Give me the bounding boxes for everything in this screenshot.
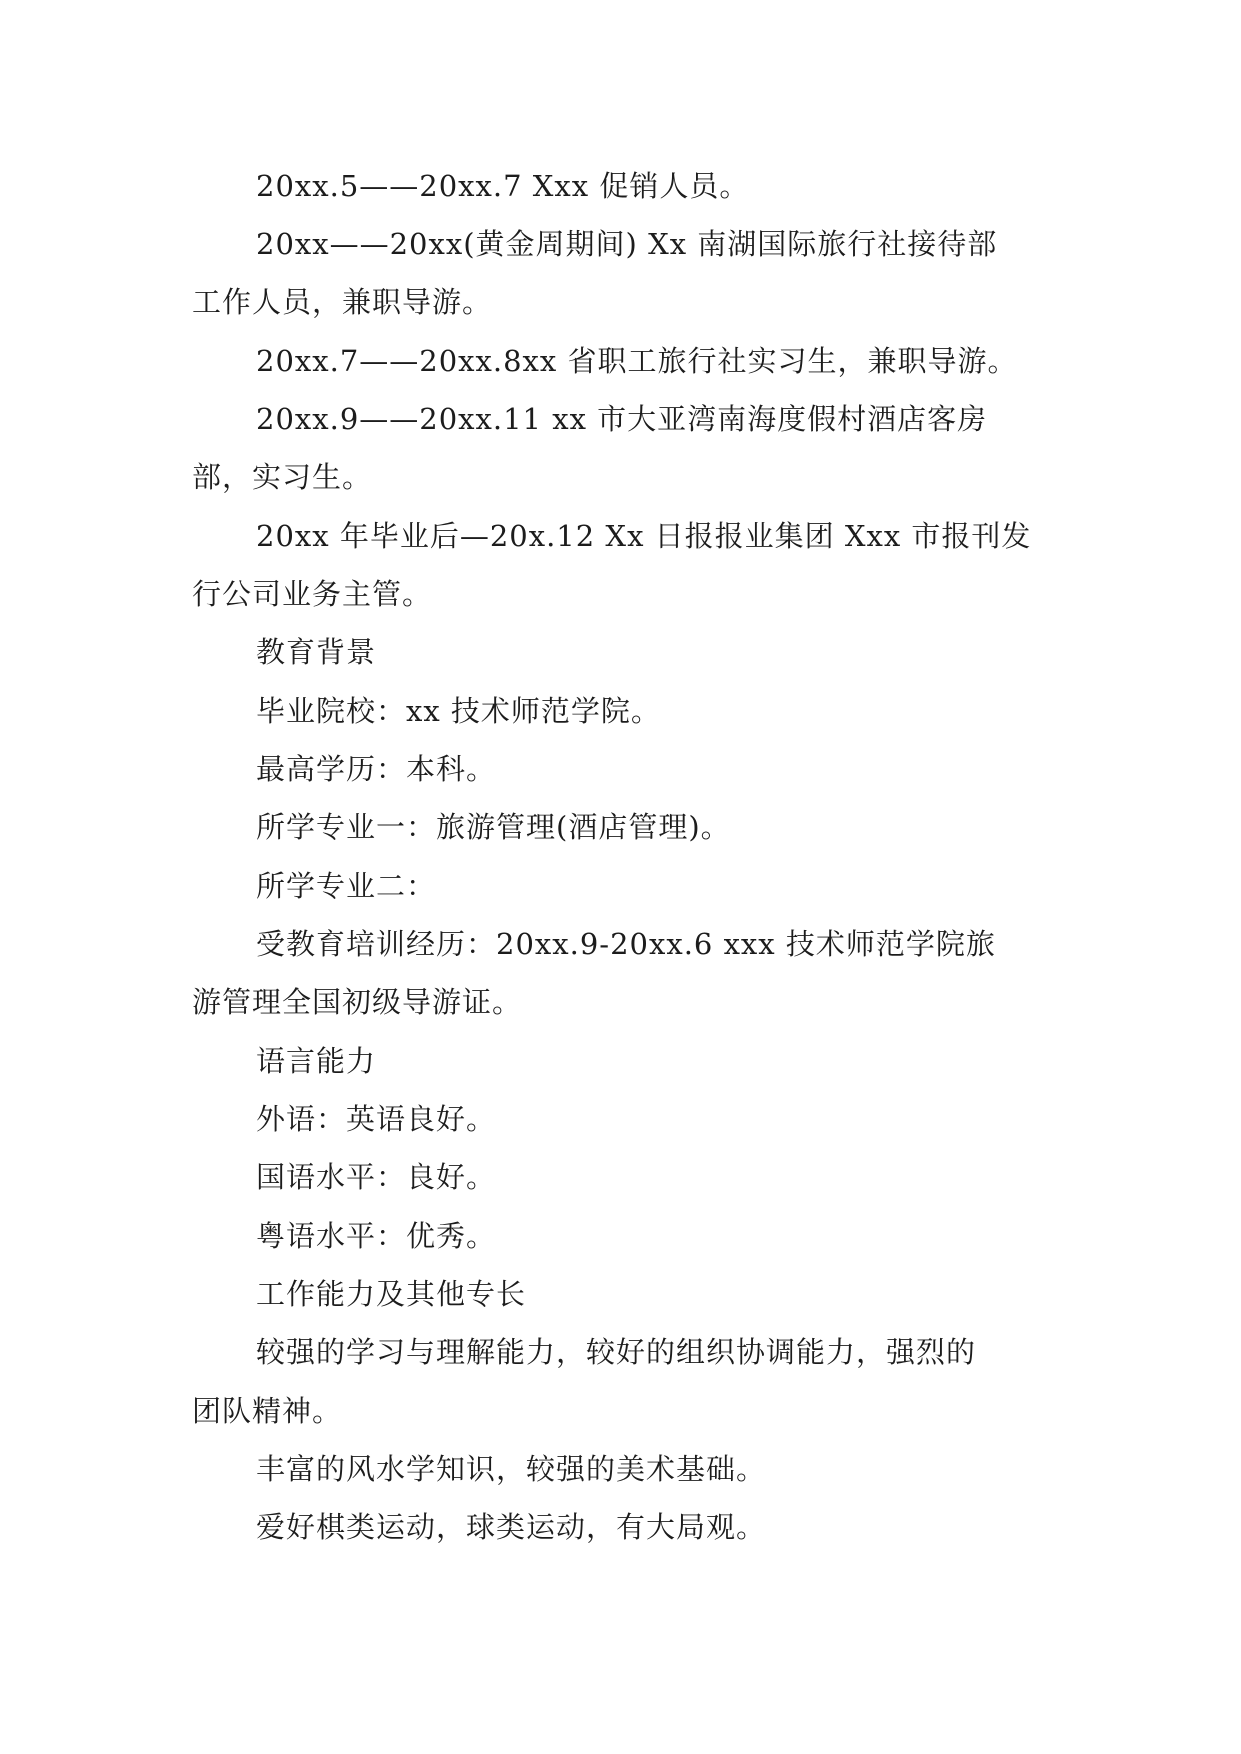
text-line: 外语：英语良好。 <box>256 1102 497 1136</box>
text-line: 丰富的风水学知识，较强的美术基础。 <box>256 1452 767 1486</box>
text-line: 粤语水平：优秀。 <box>256 1219 497 1253</box>
text-line: 游管理全国初级导游证。 <box>192 985 523 1019</box>
text-line: 较强的学习与理解能力，较好的组织协调能力，强烈的 <box>256 1335 977 1369</box>
section-heading: 工作能力及其他专长 <box>256 1277 527 1311</box>
text-line: 部，实习生。 <box>192 460 373 494</box>
section-heading: 教育背景 <box>256 635 377 669</box>
text-line: 20xx.5——20xx.7 Xxx 促销人员。 <box>256 169 750 203</box>
text-line: 国语水平：良好。 <box>256 1160 497 1194</box>
text-line: 行公司业务主管。 <box>192 577 433 611</box>
text-line: 20xx 年毕业后—20x.12 Xx 日报报业集团 Xxx 市报刊发 <box>256 519 1032 553</box>
text-line: 所学专业二： <box>256 869 437 903</box>
text-line: 工作人员，兼职导游。 <box>192 285 493 319</box>
text-line: 毕业院校：xx 技术师范学院。 <box>256 694 661 728</box>
text-line: 受教育培训经历：20xx.9-20xx.6 xxx 技术师范学院旅 <box>256 927 996 961</box>
text-line: 爱好棋类运动，球类运动，有大局观。 <box>256 1510 767 1544</box>
text-line: 20xx.9——20xx.11 xx 市大亚湾南海度假村酒店客房 <box>256 402 988 436</box>
section-heading: 语言能力 <box>256 1044 377 1078</box>
text-line: 最高学历：本科。 <box>256 752 497 786</box>
text-line: 20xx——20xx(黄金周期间) Xx 南湖国际旅行社接待部 <box>256 227 998 261</box>
text-line: 20xx.7——20xx.8xx 省职工旅行社实习生，兼职导游。 <box>256 344 1018 378</box>
text-line: 所学专业一：旅游管理(酒店管理)。 <box>256 810 731 844</box>
text-line: 团队精神。 <box>192 1394 343 1428</box>
